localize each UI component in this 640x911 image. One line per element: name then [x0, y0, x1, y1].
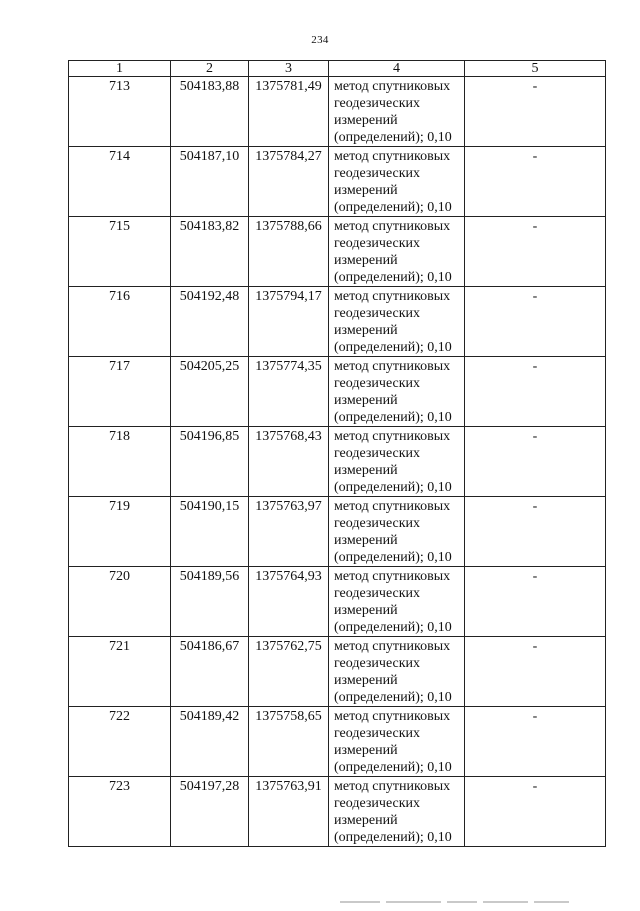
method-cell: метод спутниковых геодезических измерений (определений); 0,10	[329, 357, 465, 427]
point-number-cell: 716	[69, 287, 171, 357]
x-coordinate-cell: 504183,82	[171, 217, 249, 287]
table-row	[69, 357, 606, 427]
table-row	[69, 707, 606, 777]
table-row	[69, 427, 606, 497]
method-cell: метод спутниковых геодезических измерений (определений); 0,10	[329, 287, 465, 357]
note-cell: -	[465, 427, 606, 497]
table-row	[69, 637, 606, 707]
y-coordinate-cell: 1375758,65	[249, 707, 329, 777]
note-cell: -	[465, 637, 606, 707]
method-cell: метод спутниковых геодезических измерений (определений); 0,10	[329, 707, 465, 777]
note-cell: -	[465, 147, 606, 217]
x-coordinate-cell: 504197,28	[171, 777, 249, 847]
method-cell: метод спутниковых геодезических измерений (определений); 0,10	[329, 567, 465, 637]
coordinates-table-container	[68, 60, 605, 847]
point-number-cell: 722	[69, 707, 171, 777]
y-coordinate-cell: 1375794,17	[249, 287, 329, 357]
y-coordinate-cell: 1375763,91	[249, 777, 329, 847]
table-row	[69, 777, 606, 847]
x-coordinate-cell: 504186,67	[171, 637, 249, 707]
note-cell: -	[465, 567, 606, 637]
y-coordinate-cell: 1375774,35	[249, 357, 329, 427]
note-cell: -	[465, 707, 606, 777]
header-cell-2: 2	[171, 61, 249, 77]
x-coordinate-cell: 504183,88	[171, 77, 249, 147]
method-cell: метод спутниковых геодезических измерений (определений); 0,10	[329, 637, 465, 707]
note-cell: -	[465, 77, 606, 147]
point-number-cell: 720	[69, 567, 171, 637]
x-coordinate-cell: 504205,25	[171, 357, 249, 427]
y-coordinate-cell: 1375781,49	[249, 77, 329, 147]
note-cell: -	[465, 777, 606, 847]
method-cell: метод спутниковых геодезических измерений (определений); 0,10	[329, 217, 465, 287]
method-cell: метод спутниковых геодезических измерений (определений); 0,10	[329, 147, 465, 217]
point-number-cell: 713	[69, 77, 171, 147]
method-cell: метод спутниковых геодезических измерений (определений); 0,10	[329, 497, 465, 567]
header-cell-4: 4	[329, 61, 465, 77]
point-number-cell: 717	[69, 357, 171, 427]
y-coordinate-cell: 1375784,27	[249, 147, 329, 217]
method-cell: метод спутниковых геодезических измерений (определений); 0,10	[329, 427, 465, 497]
point-number-cell: 718	[69, 427, 171, 497]
x-coordinate-cell: 504196,85	[171, 427, 249, 497]
table-body	[69, 77, 606, 847]
method-cell: метод спутниковых геодезических измерений (определений); 0,10	[329, 77, 465, 147]
method-cell: метод спутниковых геодезических измерений (определений); 0,10	[329, 777, 465, 847]
y-coordinate-cell: 1375764,93	[249, 567, 329, 637]
page-number: 234	[311, 34, 329, 46]
header-cell-3: 3	[249, 61, 329, 77]
note-cell: -	[465, 287, 606, 357]
table-row	[69, 567, 606, 637]
y-coordinate-cell: 1375768,43	[249, 427, 329, 497]
table-row	[69, 287, 606, 357]
table-row	[69, 77, 606, 147]
faint-signature-stamp	[340, 893, 590, 899]
table-row	[69, 217, 606, 287]
header-row	[69, 61, 606, 77]
point-number-cell: 714	[69, 147, 171, 217]
table-row	[69, 497, 606, 567]
note-cell: -	[465, 357, 606, 427]
x-coordinate-cell: 504190,15	[171, 497, 249, 567]
header-cell-1: 1	[69, 61, 171, 77]
note-cell: -	[465, 497, 606, 567]
point-number-cell: 719	[69, 497, 171, 567]
coordinates-table	[68, 60, 606, 847]
y-coordinate-cell: 1375762,75	[249, 637, 329, 707]
table-row	[69, 147, 606, 217]
point-number-cell: 721	[69, 637, 171, 707]
y-coordinate-cell: 1375788,66	[249, 217, 329, 287]
x-coordinate-cell: 504189,56	[171, 567, 249, 637]
note-cell: -	[465, 217, 606, 287]
point-number-cell: 715	[69, 217, 171, 287]
point-number-cell: 723	[69, 777, 171, 847]
x-coordinate-cell: 504189,42	[171, 707, 249, 777]
table-header	[69, 61, 606, 77]
y-coordinate-cell: 1375763,97	[249, 497, 329, 567]
x-coordinate-cell: 504187,10	[171, 147, 249, 217]
x-coordinate-cell: 504192,48	[171, 287, 249, 357]
header-cell-5: 5	[465, 61, 606, 77]
